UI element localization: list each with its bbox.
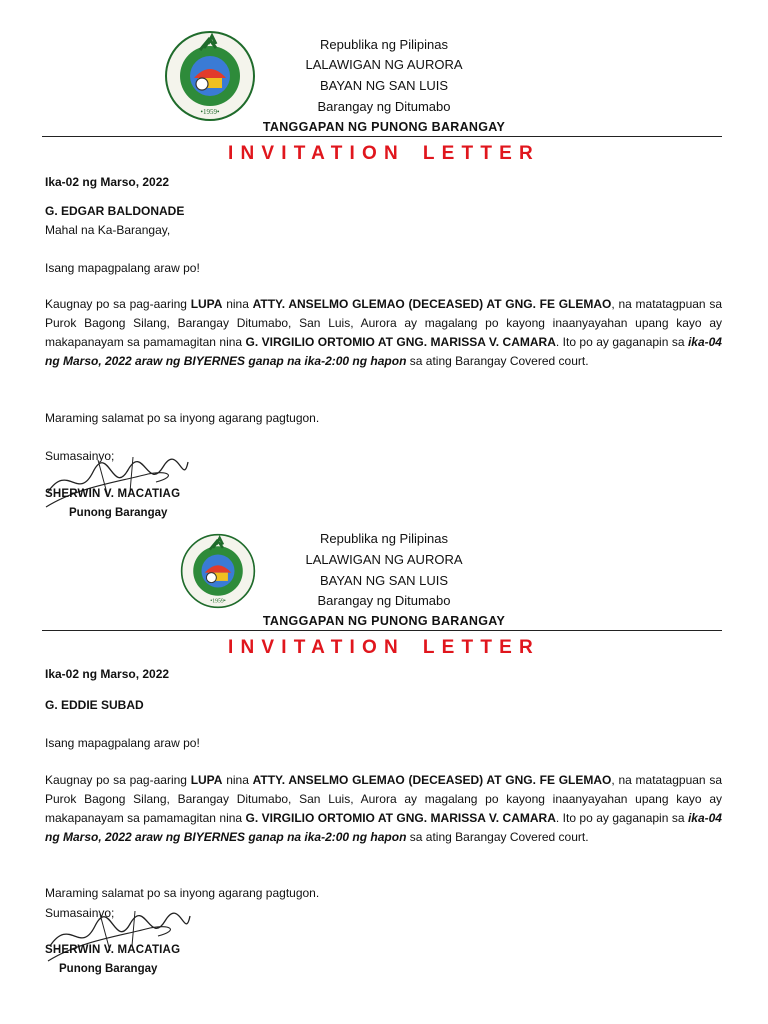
letter-date: Ika-02 ng Marso, 2022 — [45, 667, 170, 681]
closing-line: Maraming salamat po sa inyong agarang pagtugon. — [45, 411, 320, 425]
province-line: LALAWIGAN NG AURORA — [305, 552, 463, 567]
greeting: Isang mapagpalang araw po! — [45, 736, 200, 750]
greeting: Isang mapagpalang araw po! — [45, 261, 200, 275]
letter-title: INVITATION LETTER — [228, 143, 540, 164]
office-line: TANGGAPAN NG PUNONG BARANGAY — [262, 614, 506, 628]
barangay-line: Barangay ng Ditumabo — [317, 99, 451, 114]
municipality-line: BAYAN NG SAN LUIS — [319, 78, 449, 93]
sign-off: Sumasainyo; — [45, 449, 115, 463]
signatory-position: Punong Barangay — [69, 507, 168, 519]
letter-title: INVITATION LETTER — [228, 637, 540, 658]
office-line: TANGGAPAN NG PUNONG BARANGAY — [262, 120, 506, 134]
addressee: G. EDGAR BALDONADE — [45, 204, 185, 218]
sign-off: Sumasainyo; — [45, 906, 115, 920]
signatory-name: SHERWIN V. MACATIAG — [45, 488, 181, 500]
closing-line: Maraming salamat po sa inyong agarang pagtugon. — [45, 886, 320, 900]
header-divider — [42, 630, 722, 631]
signatory-position: Punong Barangay — [59, 963, 158, 975]
body-paragraph: Kaugnay po sa pag-aaring LUPA nina ATTY. ANSELMO GLEMAO (DECEASED) AT GNG. FE GLEMAO, na matatagpuan sa Purok Bagong Silang, Barangay Ditumabo, San Luis, Aurora ay magalang po kayong inaanyayahan upang kayo ay makapanayam sa pamamagitan nina G. VIRGILIO ORTOMIO AT GNG. MARISSA V. CAMARA. Ito po ay gaganapin sa ika-04 ng Marso, 2022 araw ng BIYERNES ganap na ika-2:00 ng hapon sa ating Barangay Covered court. — [45, 773, 723, 844]
addressee: G. EDDIE SUBAD — [45, 698, 144, 712]
republic-line: Republika ng Pilipinas — [320, 531, 448, 546]
barangay-line: Barangay ng Ditumabo — [317, 593, 451, 608]
svg-text:•1959•: •1959• — [210, 598, 226, 605]
signature-icon — [40, 906, 200, 966]
republic-line: Republika ng Pilipinas — [320, 37, 448, 52]
body-paragraph: Kaugnay po sa pag-aaring LUPA nina ATTY. ANSELMO GLEMAO (DECEASED) AT GNG. FE GLEMAO, na matatagpuan sa Purok Bagong Silang, Barangay Ditumabo, San Luis, Aurora ay magalang po kayong inaanyayahan upang kayo ay makapanayam sa pamamagitan nina G. VIRGILIO ORTOMIO AT GNG. MARISSA V. CAMARA. Ito po ay gaganapin sa ika-04 ng Marso, 2022 araw ng BIYERNES ganap na ika-2:00 ng hapon sa ating Barangay Covered court. — [45, 297, 723, 368]
municipality-line: BAYAN NG SAN LUIS — [319, 573, 449, 588]
svg-text:•1959•: •1959• — [200, 108, 220, 116]
province-line: LALAWIGAN NG AURORA — [305, 57, 463, 72]
letter-date: Ika-02 ng Marso, 2022 — [45, 175, 170, 189]
salutation: Mahal na Ka-Barangay, — [45, 223, 171, 237]
signatory-name: SHERWIN V. MACATIAG — [45, 944, 181, 956]
